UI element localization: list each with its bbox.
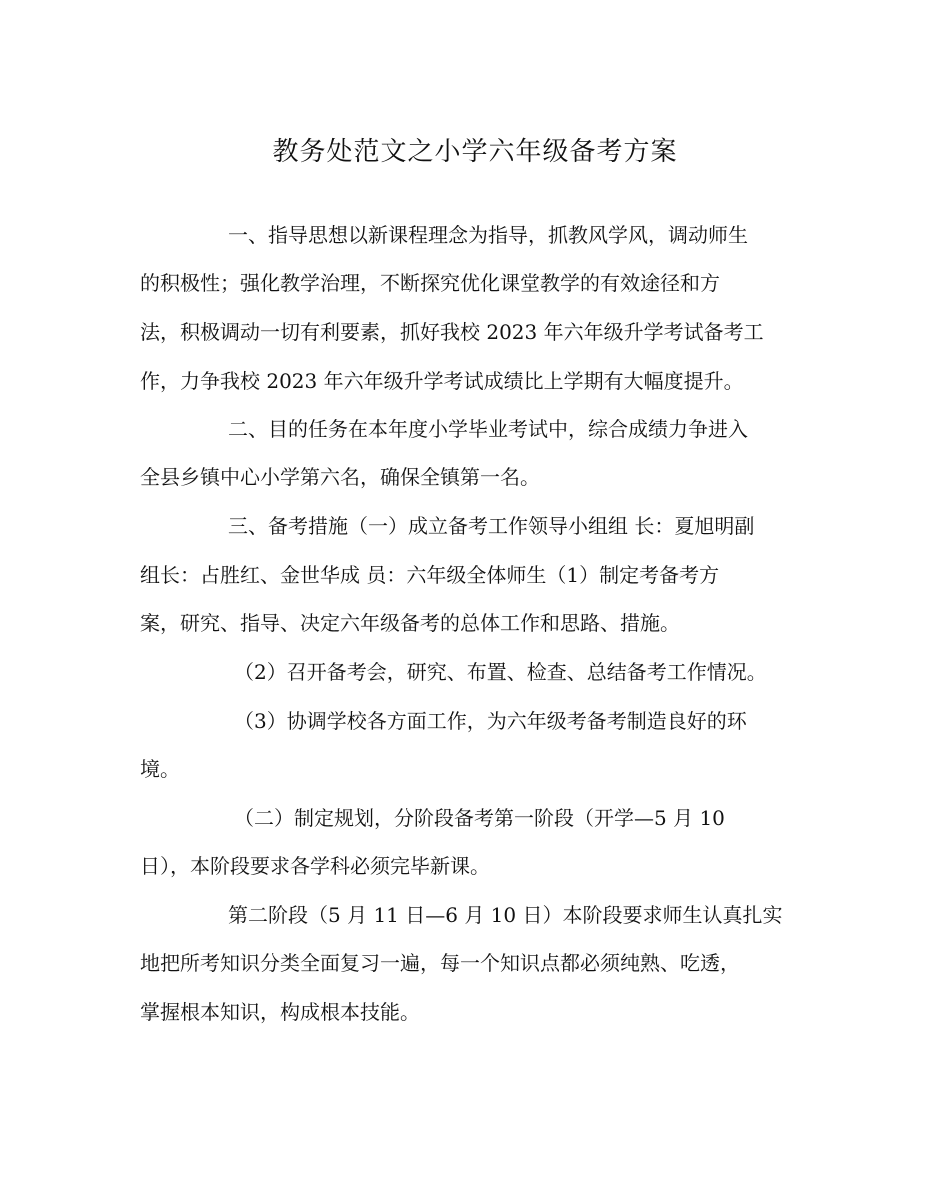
paragraph-line: 地把所考知识分类全面复习一遍，每一个知识点都必须纯熟、吃透， [140,951,740,975]
paragraph-line: 作，力争我校 2023 年六年级升学考试成绩比上学期有大幅度提升。 [140,369,744,393]
paragraph-line: （2）召开备考会，研究、布置、检查、总结备考工作情况。 [234,660,767,684]
paragraph-line: 案，研究、指导、决定六年级备考的总体工作和思路、措施。 [140,611,680,635]
paragraph-line: 掌握根本知识，构成根本技能。 [140,1000,420,1024]
paragraph-line: 法，积极调动一切有利要素，抓好我校 2023 年六年级升学考试备考工 [140,320,764,344]
document-title: 教务处范文之小学六年级备考方案 [272,137,678,167]
paragraph-line: 日），本阶段要求各学科必须完毕新课。 [140,854,490,878]
paragraph-line: 二、目的任务在本年度小学毕业考试中，综合成绩力争进入 [228,417,748,441]
paragraph-line: （二）制定规划，分阶段备考第一阶段（开学—5 月 10 [234,806,725,830]
paragraph-line: 的积极性；强化教学治理，不断探究优化课堂教学的有效途径和方 [140,271,720,295]
paragraph-line: （3）协调学校各方面工作，为六年级考备考制造良好的环 [234,709,747,733]
paragraph-line: 三、备考措施（一）成立备考工作领导小组组 长：夏旭明副 [228,514,755,538]
paragraph-line: 第二阶段（5 月 11 日—6 月 10 日）本阶段要求师生认真扎实 [228,903,783,927]
paragraph-line: 一、指导思想以新课程理念为指导，抓教风学风，调动师生 [228,223,748,247]
paragraph-line: 境。 [140,757,180,781]
paragraph-line: 组长：占胜红、金世华成 员：六年级全体师生（1）制定考备考方 [140,563,720,587]
paragraph-line: 全县乡镇中心小学第六名，确保全镇第一名。 [140,465,540,489]
